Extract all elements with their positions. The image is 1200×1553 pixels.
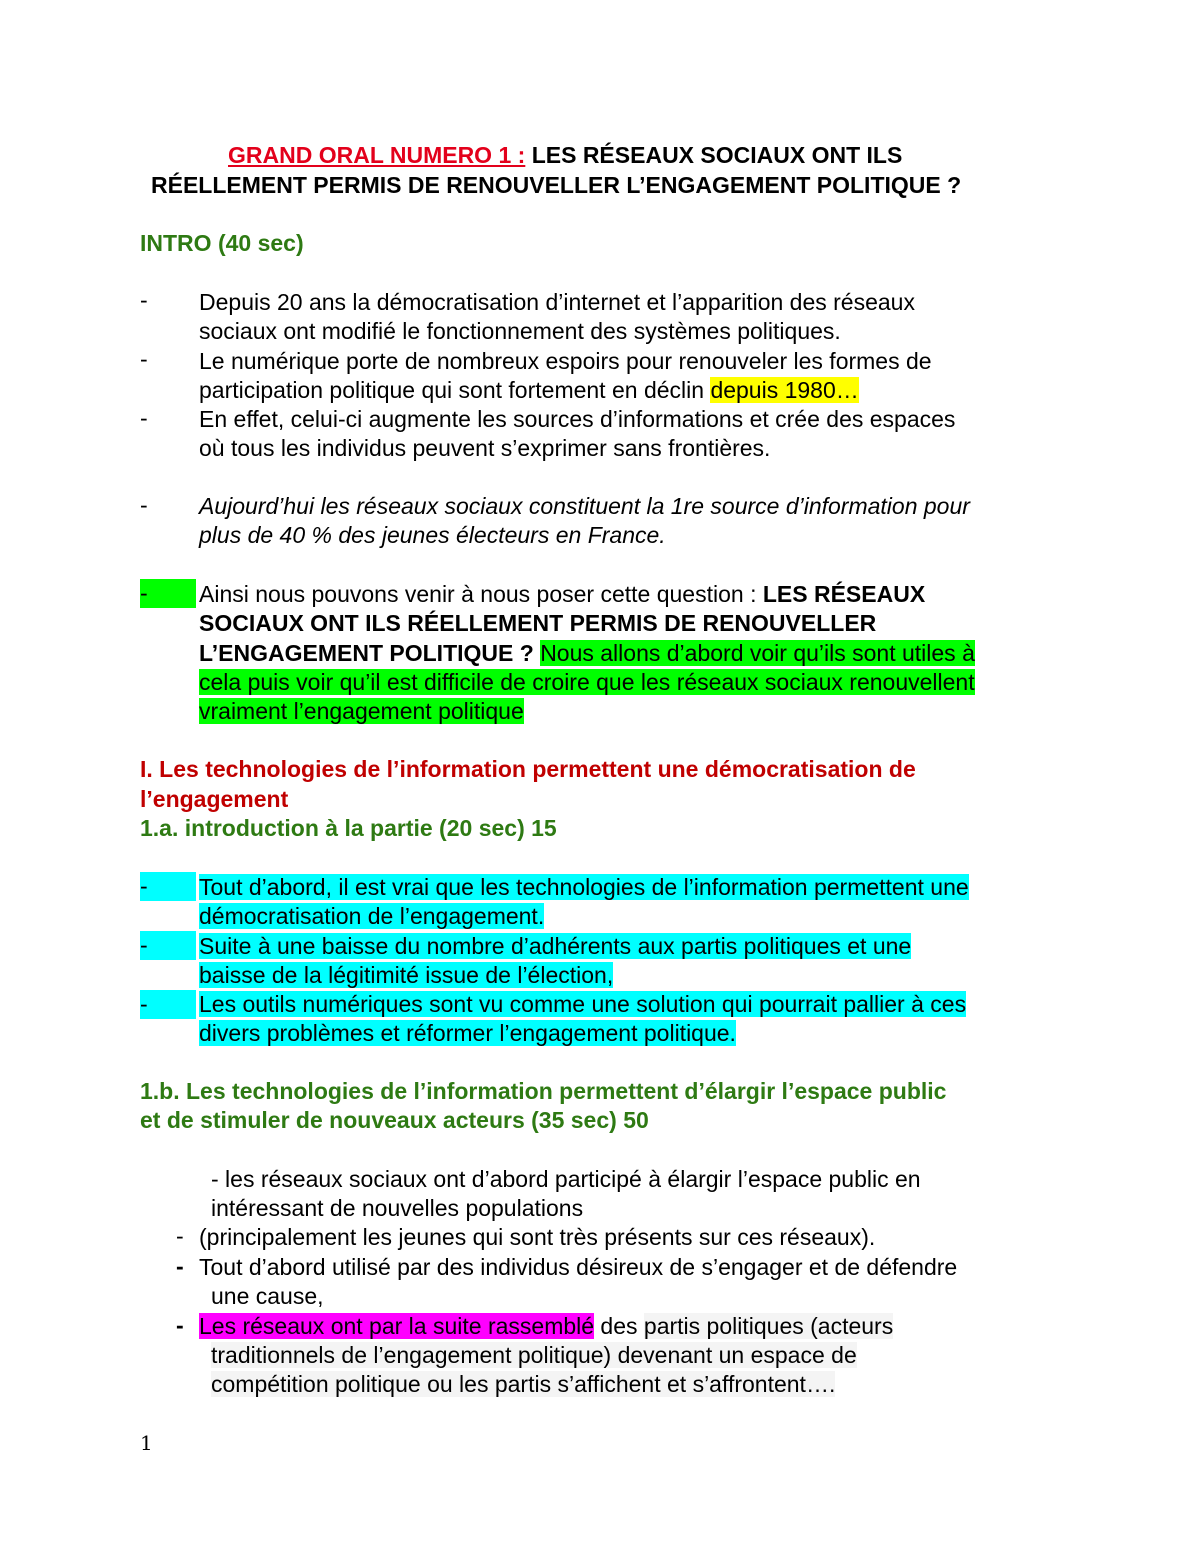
part-1b-bullet-4-des: des xyxy=(594,1313,644,1339)
part-1a-bullet-3-line-1 xyxy=(199,990,966,1019)
title-line-1 xyxy=(228,141,902,170)
intro-bullet-3-line-1: En effet, celui-ci augmente les sources d’informations et crée des espaces xyxy=(199,406,956,432)
part-1b-bullet-4-partis: partis politiques (acteurs xyxy=(643,1313,894,1339)
intro-bullet-5-question: L’ENGAGEMENT POLITIQUE ? xyxy=(199,640,541,666)
intro-bullet-5-line-4 xyxy=(199,668,975,697)
highlight-cyan: Tout d’abord, il est vrai que les technologies de l’information permettent une xyxy=(199,874,969,900)
bullet-dash-highlighted: - xyxy=(140,872,196,901)
page-number: 1 xyxy=(140,1431,153,1455)
part-1b-bullet-2-line-1: (principalement les jeunes qui sont très présents sur ces réseaux). xyxy=(199,1224,876,1250)
intro-bullet-5-line-1 xyxy=(199,580,925,609)
highlight-green-plan: cela puis voir qu’il est difficile de croire que les réseaux sociaux renouvellent xyxy=(199,669,975,695)
part-1a-heading: 1.a. introduction à la partie (20 sec) 15 xyxy=(140,815,557,841)
intro-bullet-4-line-2: plus de 40 % des jeunes électeurs en France. xyxy=(199,522,666,548)
intro-bullet-1-line-1: Depuis 20 ans la démocratisation d’internet et l’apparition des réseaux xyxy=(199,289,915,315)
highlight-cyan: baisse de la légitimité issue de l’élection, xyxy=(199,962,614,988)
title-line-2: RÉELLEMENT PERMIS DE RENOUVELLER L’ENGAGEMENT POLITIQUE ? xyxy=(151,172,962,198)
intro-bullet-2-text: participation politique qui sont fortement en déclin xyxy=(199,377,711,403)
bullet-dash-highlighted: - xyxy=(140,990,196,1019)
intro-bullet-5-bold: LES RÉSEAUX xyxy=(762,581,926,607)
intro-bullet-5-line-2: SOCIAUX ONT ILS RÉELLEMENT PERMIS DE RENOUVELLER xyxy=(199,610,877,636)
part-1a-bullet-1-line-1 xyxy=(199,873,969,902)
highlight-cyan: démocratisation de l’engagement. xyxy=(199,903,545,929)
bullet-dash: - xyxy=(140,405,148,431)
bullet-dash-highlighted: - xyxy=(140,931,196,960)
part-1b-bullet-3-line-1: Tout d’abord utilisé par des individus désireux de s’engager et de défendre xyxy=(199,1254,958,1280)
part-1b-bullet-1-line-2: intéressant de nouvelles populations xyxy=(211,1195,584,1221)
bullet-dash: - xyxy=(140,346,148,372)
intro-bullet-3-line-2: où tous les individus peuvent s’exprimer sans frontières. xyxy=(199,435,771,461)
part-1b-heading-line-2: et de stimuler de nouveaux acteurs (35 sec) 50 xyxy=(140,1107,649,1133)
highlight-cyan: Suite à une baisse du nombre d’adhérents aux partis politiques et une xyxy=(199,933,912,959)
highlight-magenta: Les réseaux ont par la suite rassemblé xyxy=(199,1313,595,1339)
intro-heading: INTRO (40 sec) xyxy=(140,230,304,256)
intro-bullet-4-line-1: Aujourd’hui les réseaux sociaux constituent la 1re source d’information pour xyxy=(199,493,970,519)
intro-bullet-1-line-2: sociaux ont modifié le fonctionnement des systèmes politiques. xyxy=(199,318,841,344)
part-1b-bullet-4-text: compétition politique ou les partis s’affichent et s’affrontent…. xyxy=(211,1371,836,1397)
highlight-cyan: Les outils numériques sont vu comme une solution qui pourrait pallier à ces xyxy=(199,991,967,1017)
bullet-dash: - xyxy=(176,1312,184,1338)
bullet-dash: - xyxy=(176,1223,184,1249)
highlight-green-plan: Nous allons d’abord voir qu’ils sont utiles à xyxy=(540,640,975,666)
part-1b-bullet-4-line-3 xyxy=(211,1370,835,1399)
title-red-part: GRAND ORAL NUMERO 1 : xyxy=(228,142,526,168)
part-1-heading-line-1: I. Les technologies de l’information permettent une démocratisation de xyxy=(140,756,916,782)
part-1b-bullet-3-line-2: une cause, xyxy=(211,1283,324,1309)
intro-bullet-5-line-5 xyxy=(199,697,524,726)
intro-bullet-2-line-1: Le numérique porte de nombreux espoirs pour renouveler les formes de xyxy=(199,348,932,374)
part-1b-heading-line-1: 1.b. Les technologies de l’information permettent d’élargir l’espace public xyxy=(140,1078,947,1104)
part-1b-bullet-4-line-2 xyxy=(211,1341,857,1370)
part-1a-bullet-2-line-2 xyxy=(199,961,613,990)
part-1a-bullet-3-line-2 xyxy=(199,1019,736,1048)
part-1b-bullet-1-line-1: - les réseaux sociaux ont d’abord participé à élargir l’espace public en xyxy=(211,1166,921,1192)
highlight-yellow-depuis-1980: depuis 1980… xyxy=(710,377,859,403)
highlight-cyan: divers problèmes et réformer l’engagement politique. xyxy=(199,1020,736,1046)
part-1-heading-line-2: l’engagement xyxy=(140,786,289,812)
part-1a-bullet-1-line-2 xyxy=(199,902,544,931)
bullet-dash: - xyxy=(140,492,148,518)
part-1b-bullet-4-line-1 xyxy=(199,1312,893,1341)
part-1a-bullet-2-line-1 xyxy=(199,932,911,961)
part-1b-bullet-4-text: traditionnels de l’engagement politique) devenant un espace de xyxy=(211,1342,857,1368)
highlight-green-plan: vraiment l’engagement politique xyxy=(199,698,524,724)
bullet-dash: - xyxy=(140,287,148,313)
intro-bullet-5-line-3 xyxy=(199,639,975,668)
bullet-dash: - xyxy=(176,1253,184,1279)
intro-bullet-2-line-2 xyxy=(199,376,859,405)
title-black-part: LES RÉSEAUX SOCIAUX ONT ILS xyxy=(525,142,903,168)
bullet-dash-highlighted: - xyxy=(140,579,196,608)
intro-bullet-5-text: Ainsi nous pouvons venir à nous poser cette question : xyxy=(199,581,763,607)
